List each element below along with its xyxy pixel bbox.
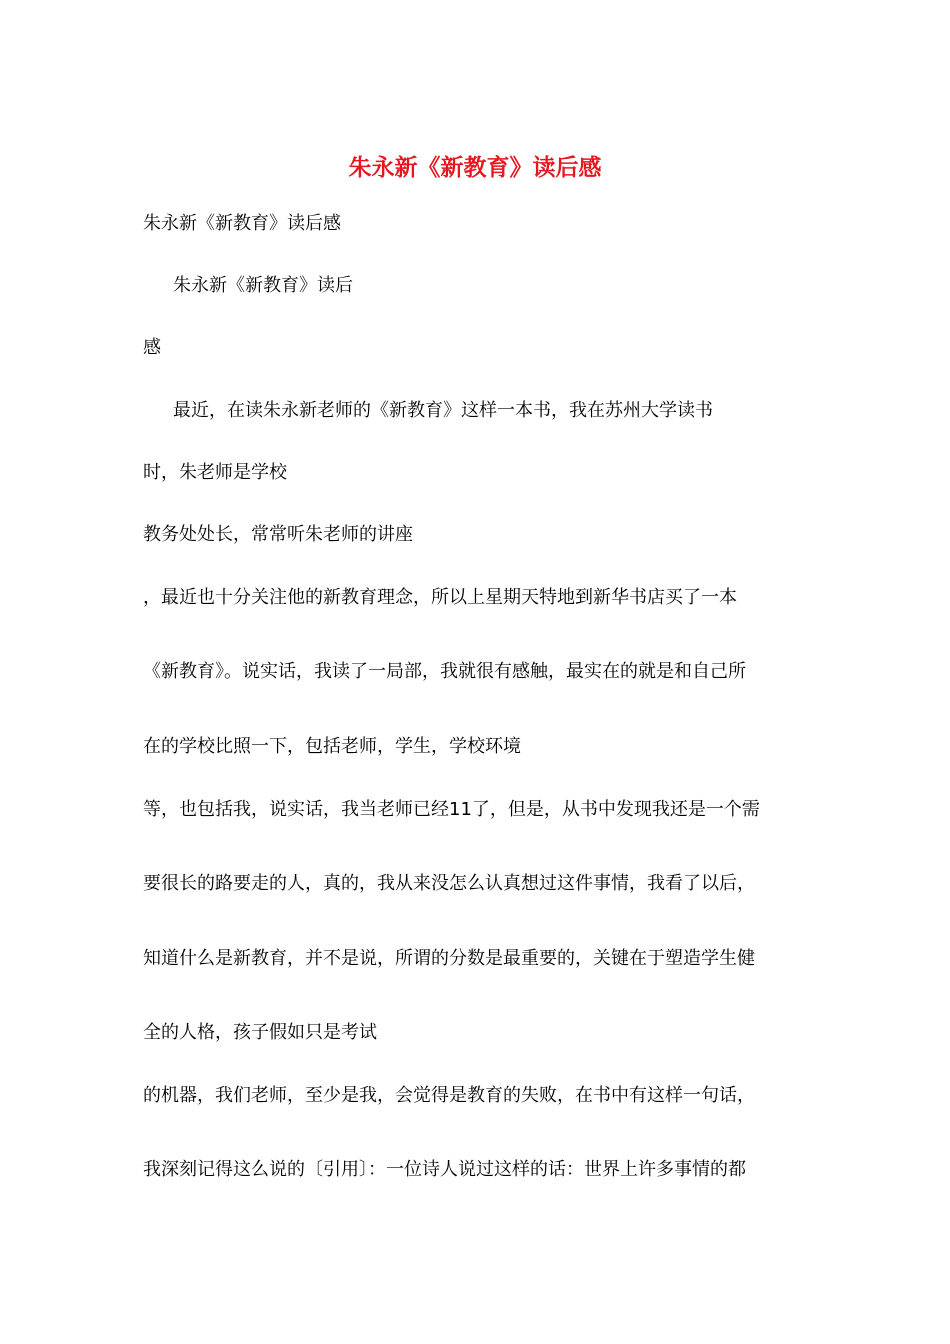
text-line: 时，朱老师是学校 [143,462,287,483]
text-line: 我深刻记得这么说的〔引用〕：一位诗人说过这样的话：世界上许多事情的都 [143,1159,746,1180]
text-line: 在的学校比照一下，包括老师，学生，学校环境 [143,736,521,757]
text-line: 感 [143,337,161,358]
text-line: 朱永新《新教育》读后感 [143,213,341,234]
text-line: 要很长的路要走的人，真的，我从来没怎么认真想过这件事情，我看了以后， [143,873,755,894]
text-line: 朱永新《新教育》读后 [173,275,353,296]
text-line: 等，也包括我，说实话，我当老师已经11了，但是，从书中发现我还是一个需 [143,799,760,820]
text-line: ，最近也十分关注他的新教育理念，所以上星期天特地到新华书店买了一本 [143,587,737,608]
text-line: 教务处处长，常常听朱老师的讲座 [143,524,413,545]
text-line: 的机器，我们老师，至少是我，会觉得是教育的失败，在书中有这样一句话， [143,1085,755,1106]
text-line: 最近，在读朱永新老师的《新教育》这样一本书，我在苏州大学读书 [173,400,713,421]
text-line: 全的人格，孩子假如只是考试 [143,1022,377,1043]
document-title: 朱永新《新教育》读后感 [348,155,602,181]
text-line: 《新教育》。说实话，我读了一局部，我就很有感触，最实在的就是和自己所 [143,661,746,682]
text-line: 知道什么是新教育，并不是说，所谓的分数是最重要的，关键在于塑造学生健 [143,948,755,969]
